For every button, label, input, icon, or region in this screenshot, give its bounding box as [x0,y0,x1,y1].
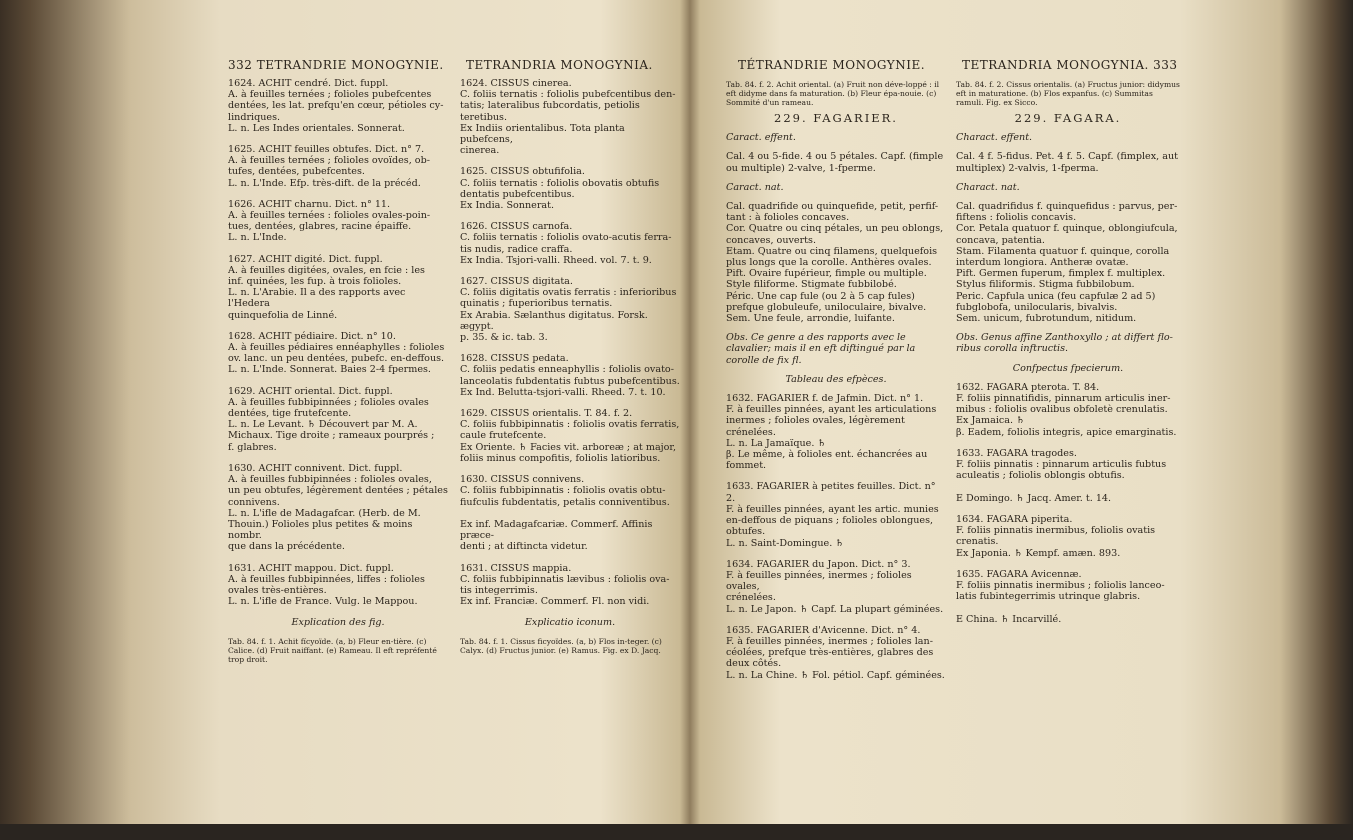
fr-species-entry-line: 1624. ACHIT cendré. Dict. fuppl. [228,78,389,89]
la-nat-label: Charact. nat. [956,181,1020,193]
fr-species-entry-line: L. n. Les Indes orientales. Sonnerat. [228,122,405,134]
fr-fagara-entry-line: inermes ; folioles ovales, légèrement crénelées. [726,415,905,438]
fr-fagara-entry-line: deux côtés. [726,658,782,670]
fr-species-entry-line: Thouin.) Folioles plus petites & moins nombr. [228,518,413,542]
fr-species-entry-line: A. à feuilles ternées : folioles ovales-poin- [228,210,431,222]
fr-species-entry-1628 [228,331,448,376]
fr-ess-label: Caract. effent. [726,132,796,144]
la-species-entry-line: tis integerrimis. [460,584,538,596]
spacer [956,174,1180,182]
la-species-entry-line: Ex India. Tsjori-valli. Rheed. vol. 7. t. 9. [460,254,652,266]
la-species-entry-1625 [460,166,680,211]
la-fagara-entry-line: crenatis. [956,536,999,548]
la-fagara-entry-line: F. foliis pinnatifidis, pinnarum articulis iner- [956,393,1171,405]
left-header-fr: TETRANDRIE MONOGYNIE. [256,58,444,72]
la-species-entry-line: caule frutefcente. [460,430,547,442]
la-nat-line: Cor. Petala quatuor f. quinque, oblongiufcula, concava, patentia. [956,223,1178,246]
fr-species-entry-line: connivens. [228,496,280,508]
la-table-title: Confpectus fpecierum. [1012,362,1124,374]
la-species-entry-line: tatis; lateralibus fubcordatis, petiolis teretibus. [460,100,640,123]
fr-fagara-entry-line: obtufes. [726,526,766,538]
right-header-la: TETRANDRIA MONOGYNIA. [962,58,1149,72]
fr-species-entry-1631 [228,563,448,608]
fr-fagara-entry-1632 [726,393,946,471]
fr-species-entry-line: L. n. L'ifle de France. Vulg. le Mappou. [228,596,418,608]
la-fagara-entry-line: F. foliis pinnatis inermibus ; foliolis lanceo- [956,579,1165,591]
right-latin-column [956,80,1182,840]
fr-fagara-entry-line: L. n. Saint-Domingue. ♄ [726,537,844,549]
fr-nat-line: Etam. Quatre ou cinq filamens, quelquefois plus longs que la corolle. Anthères ovales. [726,245,938,269]
la-species-entry-line: 1627. CISSUS digitata. [460,276,573,288]
fr-species-entry-1626 [228,199,448,244]
la-fagara-entry-1632 [956,382,1180,438]
fr-species-entry-1624 [228,78,448,134]
spacer [956,324,1180,332]
la-species-entry-line: 1630. CISSUS connivens. [460,474,585,486]
la-species-entry-1628 [460,353,680,398]
la-species-entry-line: Ex India. Sonnerat. [460,200,555,212]
fr-species-entry-line: ovales très-entières. [228,584,327,596]
la-fagara-entry-line: 1633. FAGARA tragodes. [956,447,1077,459]
left-page-header-left [228,58,444,72]
fr-explanation-text: Tab. 84. f. 1. Achit fícyoïde. (a, b) Fleur en-tière. (c) Calice. (d) Fruit naiffant. (e) Rameau. Il eft repréfenté trop droit. [228,636,437,664]
la-fagara-entry-line: 1632. FAGARA pterota. T. 84. [956,381,1100,393]
la-species-entry-1624 [460,78,680,156]
la-species-entry-line: Ex Indiis orientalibus. Tota planta pubefcens, [460,122,625,146]
left-latin-column [460,78,685,838]
la-nat-line: Sem. unicum, fubrotundum, nitidum. [956,313,1137,325]
fr-fagara-entry-1635 [726,625,946,681]
fr-fagara-entry-line: 1632. FAGARIER f. de Jafmin. Dict. n° 1. [726,393,924,405]
la-species-entry-line: C. foliis fubbipinnatis lævibus : foliolis ova- [460,573,670,585]
fr-species-entry-line: inf. quinées, les fup. à trois folioles. [228,276,402,288]
fr-species-entry-1630 [228,463,448,553]
la-fagara-entry-line: aculeatis ; foliolis oblongis obtufis. [956,470,1125,482]
la-species-entry-1630 [460,474,680,552]
la-species-entry-line: cinerea. [460,145,500,157]
fr-nat-line: Cal. quadrifide ou quinquefide, petit, perfif-tant : à folioles concaves. [726,201,939,224]
la-fagara-entry-line: F. foliis pinnatis inermibus, foliolis ovatis [956,525,1156,537]
la-species-entry-line: Ex Oriente. ♄ Facies vit. arboreæ ; at major, [460,441,676,453]
fr-ess-text: Cal. 4 ou 5-fide. 4 ou 5 pétales. Capf. (fimple ou multiple) 2-valve, 1-fperme. [726,151,944,174]
la-fagara-entry-line [956,602,1180,613]
fr-species-entry-line: L. n. L'Inde. Efp. très-dift. de la précéd. [228,177,421,189]
fr-fagara-entry-line: F. à feuilles pinnées, ayant les articulations [726,404,937,416]
spacer [726,193,946,201]
la-fagara-entry-1635 [956,569,1180,625]
fr-fagara-entry-line: L. n. Le Japon. ♄ Capf. La plupart géminées. [726,603,944,615]
fr-fagara-entry-line: F. à feuilles pinnées, inermes ; folioles ovales, [726,569,912,593]
la-species-entry-line: C. foliis ternatis : foliolis pubefcentibus den- [460,89,676,101]
fr-species-entry-line: L. n. L'Inde. Sonnerat. Baies 2-4 fpermes. [228,364,431,376]
fr-species-entry-line: tues, dentées, glabres, racine épaiffe. [228,221,412,233]
la-fagara-entry-1633 [956,448,1180,504]
fr-species-entry-line: lindriques. [228,111,281,123]
la-species-entry-1631 [460,563,680,608]
la-species-entry-line: 1629. CISSUS orientalis. T. 84. f. 2. [460,408,633,420]
la-species-entry-line: C. foliis fubbipinnatis : foliolis ovatis ferratis, [460,419,680,431]
spacer [956,143,1180,151]
fr-fagara-entry-line: L. n. La Jamaïque. ♄ [726,437,827,449]
fr-species-entry-1625 [228,144,448,189]
la-species-entry-line: Ex inf. Madagafcariæ. Commerf. Affinis præce- [460,518,653,542]
la-species-entry-line: 1624. CISSUS cinerea. [460,78,572,89]
fr-species-entry-line: A. à feuilles digitées, ovales, en fcie : les [228,264,425,276]
fr-obs: Obs. Ce genre a des rapports avec le clavalier; mais il en eft diftingué par la corolle de fix fl. [726,332,916,366]
spacer [956,193,1180,201]
left-french-column [228,78,453,838]
fr-fagara-entry-line: L. n. La Chine. ♄ Fol. pétiol. Capf. géminées. [726,669,945,681]
fr-fagara-entry-1634 [726,559,946,615]
fr-species-entry-line: que dans la précédente. [228,541,345,553]
la-species-entry-line: C. foliis ternatis : foliolis ovato-acutis ferra- [460,232,672,244]
right-page-header-right [962,58,1178,72]
fr-species-entry-line: L. n. L'ifle de Madagafcar. (Herb. de M. [228,507,421,519]
fr-species-entry-line: A. à feuilles ternées ; folioles pubefcentes [228,89,432,101]
la-species-entry-line: C. foliis fubbipinnatis : foliolis ovatis obtu- [460,485,666,497]
spacer [726,143,946,151]
fr-species-entry-1629 [228,386,448,453]
fr-species-entry-line: 1626. ACHIT charnu. Dict. n° 11. [228,198,391,210]
fr-species-entry-line: f. glabres. [228,441,277,453]
fr-nat-label: Caract. nat. [726,181,784,193]
la-top-note: Tab. 84. f. 2. Cissus orientalis. (a) Fructus junior: didymus eft in maturatione. (b) Flos expanfus. (c) Summitas ramuli. Fig. ex Sicco. [956,80,1180,107]
la-species-entry-1629 [460,408,680,464]
la-species-entry-line: dentatis pubefcentibus. [460,188,575,200]
la-species-entry-line: 1625. CISSUS obtufifolia. [460,166,585,178]
fr-species-entry-line: L. n. L'Inde. [228,232,287,244]
fr-species-entry-line: 1630. ACHIT connivent. Dict. fuppl. [228,462,403,474]
fr-nat-line: Sem. Une feule, arrondie, luifante. [726,313,895,325]
la-fagara-entry-line: Ex Japonia. ♄ Kempf. amæn. 893. [956,547,1121,559]
la-species-entry-line: foliis minus compofitis, foliolis latioribus. [460,452,661,464]
la-species-entry-1626 [460,221,680,266]
fr-species-entry-line: L. n. L'Arabie. Il a des rapports avec l'Hedera [228,287,406,310]
fr-species-entry-line: 1629. ACHIT oriental. Dict. fuppl. [228,385,393,397]
left-page-number: 332 [228,58,253,72]
fr-species-entry-line: A. à feuilles fubbipinnées : folioles ovales, [228,474,432,486]
right-french-column [726,80,948,840]
la-species-entry-line: 1628. CISSUS pedata. [460,353,569,365]
la-species-entry-line: Ex Ind. Belutta-tsjori-valli. Rheed. 7. t. 10. [460,386,666,398]
fr-species-entry-line: 1628. ACHIT pédiaire. Dict. n° 10. [228,330,396,342]
la-ess-label: Charact. effent. [956,132,1033,144]
spacer [726,324,946,332]
la-nat-line: Peric. Capfula unica (feu capfulæ 2 ad 5) fubglobofa, unilocularis, bivalvis. [956,290,1156,313]
la-species-entry-line: 1626. CISSUS carnofa. [460,221,573,233]
fr-explanation-title: Explication des fig. [291,617,385,629]
la-genus-title: 229. FAGARA. [1014,111,1122,125]
left-page-header-right: TETRANDRIA MONOGYNIA. [466,58,653,72]
la-explanation-title: Explicatio iconum. [524,617,616,629]
la-species-entry-line: C. foliis pedatis enneaphyllis : foliolis ovato- [460,364,674,376]
la-fagara-entry-line: 1635. FAGARA Avicennæ. [956,568,1082,580]
fr-species-entry-line: tufes, dentées, pubefcentes. [228,166,365,178]
la-species-entry-line: C. foliis ternatis : foliolis obovatis obtufis [460,177,660,189]
la-obs: Obs. Genus affine Zanthoxyllo ; at differt flo-ribus corolla inftructis. [956,332,1173,355]
la-species-entry-line: 1631. CISSUS mappia. [460,562,572,574]
fr-nat-line: Pift. Ovaire fupérieur, fimple ou multiple. Style filiforme. Stigmate fubbilobé. [726,268,927,291]
la-fagara-entry-line: latis fubintegerrimis utrinque glabris. [956,591,1141,603]
fr-top-note: Tab. 84. f. 2. Achit oriental. (a) Fruit non déve-loppé : il eft didyme dans fa maturation. (b) Fleur épa-nouie. (c) Sommité d'un rameau. [726,80,940,107]
la-fagara-entry-line: E Domingo. ♄ Jacq. Amer. t. 14. [956,492,1112,504]
fr-species-entry-line: un peu obtufes, légèrement dentées ; pétales [228,485,448,497]
la-species-entry-line: fiufculis fubdentatis, petalis conniventibus. [460,496,670,508]
fr-species-entry-1627 [228,254,448,321]
la-nat-line: Cal. quadrifidus f. quinquefidus : parvus, per-fiftens : foliolis concavis. [956,201,1178,224]
fr-species-entry-line: dentées, les lat. prefqu'en cœur, pétioles cy- [228,100,444,112]
la-species-entry-line: lanceolatis fubdentatis fubtus pubefcentibus. [460,375,680,387]
fr-species-entry-line: dentées, tige frutefcente. [228,408,352,420]
right-page-number: 333 [1153,58,1178,72]
fr-species-entry-line: Michaux. Tige droite ; rameaux pourprés ; [228,430,435,442]
la-fagara-entry-line: Ex Jamaica. ♄ [956,415,1025,427]
fr-fagara-entry-line: 1635. FAGARIER d'Avicenne. Dict. n° 4. [726,624,921,636]
la-species-entry-line: denti ; at diftincta videtur. [460,541,588,553]
la-fagara-entry-1634 [956,514,1180,559]
la-fagara-entry-line: mibus : foliolis ovalibus obfoletè crenulatis. [956,404,1168,416]
fr-species-entry-line: 1631. ACHIT mappou. Dict. fuppl. [228,562,394,574]
fr-fagara-entry-line: crénelées. [726,592,776,604]
la-species-entry-line: Ex inf. Franciæ. Commerf. Fl. non vidi. [460,596,650,608]
fr-species-entry-line: A. à feuilles fubbipinnées ; folioles ovales [228,396,429,408]
fr-fagara-entry-line: 1633. FAGARIER à petites feuilles. Dict. n° 2. [726,481,936,504]
la-species-entry-line: p. 35. & ic. tab. 3. [460,332,548,344]
fr-nat-line: Péric. Une cap fule (ou 2 à 5 cap fules) prefque globuleufe, uniloculaire, bivalve. [726,290,927,313]
fr-fagara-entry-line: céolées, prefque très-entières, glabres des [726,647,934,659]
fr-species-entry-line: A. à feuilles fubbipinnées, liffes : folioles [228,573,425,585]
fr-table-title: Tableau des efpèces. [785,373,887,385]
fr-fagara-entry-line: en-deffous de piquans ; folioles oblongues, [726,515,934,527]
la-fagara-entry-line: F. foliis pinnatis : pinnarum articulis fubtus [956,459,1167,471]
fr-fagara-entry-line: β. Le même, à folioles ent. échancrées au fommet. [726,449,928,472]
la-fagara-entry-line: β. Eadem, foliolis integris, apice emarginatis. [956,426,1177,438]
fr-species-entry-line: A. à feuilles ternées ; folioles ovoïdes, ob- [228,155,430,167]
la-species-entry-line: quinatis ; fuperioribus ternatis. [460,298,613,310]
la-ess-text: Cal. 4 f. 5-fidus. Pet. 4 f. 5. Capf. (fimplex, aut multiplex) 2-valvis, 1-fperma. [956,151,1178,174]
fr-fagara-entry-line: F. à feuilles pinnées, ayant les artic. munies [726,503,939,515]
la-nat-line: Stam. Filamenta quatuor f. quinque, corolla interdum longiora. Antheræ ovatæ. [956,245,1170,269]
la-species-entry-line: tis nudis, radice craffa. [460,243,573,255]
fr-fagara-entry-1633 [726,481,946,548]
fr-species-entry-line: L. n. Le Levant. ♄ Découvert par M. A. [228,419,418,431]
fr-species-entry-line: quinquefolia de Linné. [228,309,338,321]
fr-fagara-entry-line: F. à feuilles pinnées, inermes ; folioles lan- [726,635,933,647]
la-fagara-entry-line [956,481,1180,492]
la-fagara-entry-line: 1634. FAGARA piperita. [956,513,1073,525]
fr-fagara-entry-line: 1634. FAGARIER du Japon. Dict. n° 3. [726,558,911,570]
la-species-entry-line: Ex Arabia. Sælanthus digitatus. Forsk. ægypt. [460,309,648,332]
la-explanation-text: Tab. 84. f. 1. Cissus ficyoïdes. (a, b) Flos in-teger. (c) Calyx. (d) Fructus junior. (e) Ramus. Fig. ex D. Jacq. [460,636,662,655]
la-species-entry-line [460,508,680,519]
la-nat-line: Pift. Germen fuperum, fimplex f. multiplex. Stylus filiformis. Stigma fubbilobum. [956,268,1166,291]
fr-species-entry-line: A. à feuilles pédiaires ennéaphylles : folioles [228,342,445,354]
la-species-entry-1627 [460,276,680,343]
fr-species-entry-line: 1625. ACHIT feuilles obtufes. Dict. n° 7. [228,144,425,156]
fr-nat-line: Cor. Quatre ou cinq pétales, un peu oblongs, concaves, ouverts. [726,223,944,246]
right-page-header-left: TÉTRANDRIE MONOGYNIE. [738,58,926,72]
spacer [726,174,946,182]
la-fagara-entry-line: E China. ♄ Incarvillé. [956,613,1062,625]
fr-species-entry-line: ov. lanc. un peu dentées, pubefc. en-deffous. [228,353,445,365]
fr-species-entry-line: 1627. ACHIT digité. Dict. fuppl. [228,253,383,265]
fr-genus-title: 229. FAGARIER. [774,111,898,125]
la-species-entry-line: C. foliis digitatis ovatis ferratis : inferioribus [460,287,677,299]
